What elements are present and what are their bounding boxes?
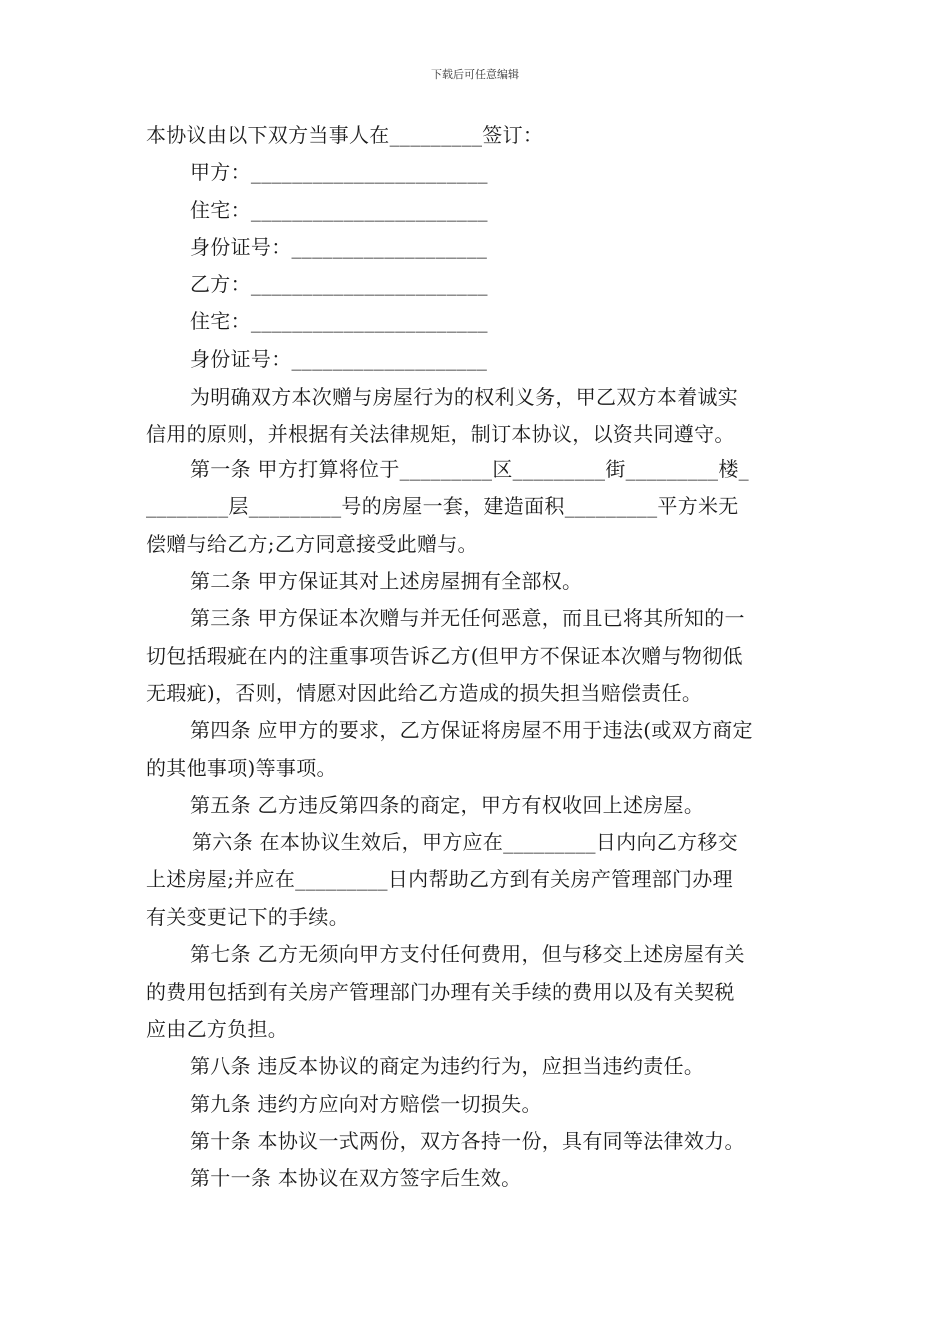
- article-4-line-1: 第四条 应甲方的要求，乙方保证将房屋不用于违法(或双方商定: [190, 718, 753, 742]
- article-9-line: 第九条 违约方应向对方赔偿一切损失。: [190, 1092, 542, 1116]
- party-a-line: 甲方：_______________________: [190, 160, 488, 184]
- page-header: 下载后可任意编辑: [431, 68, 519, 81]
- article-11-line: 第十一条 本协议在双方签字后生效。: [190, 1166, 522, 1190]
- article-3-line-1: 第三条 甲方保证本次赠与并无任何恶意，而且已将其所知的一: [190, 606, 745, 630]
- article-6-line-3: 有关变更记下的手续。: [146, 905, 349, 929]
- party-b-address-line: 住宅：_______________________: [190, 309, 488, 333]
- article-8-line: 第八条 违反本协议的商定为违约行为，应担当违约责任。: [190, 1054, 705, 1078]
- preamble-line-1: 为明确双方本次赠与房屋行为的权利义务，甲乙双方本着诚实: [190, 385, 739, 409]
- article-10-line: 第十条 本协议一式两份，双方各持一份，具有同等法律效力。: [190, 1129, 745, 1153]
- party-b-id-line: 身份证号：___________________: [190, 347, 488, 371]
- preamble-line-2: 信用的原则，并根据有关法律规矩，制订本协议，以资共同遵守。: [146, 422, 735, 446]
- party-a-id-line: 身份证号：___________________: [190, 235, 488, 259]
- intro-line: 本协议由以下双方当事人在_________签订：: [146, 123, 544, 147]
- article-3-line-2: 切包括瑕疵在内的注重事项告诉乙方(但甲方不保证本次赠与物彻低: [146, 644, 743, 668]
- article-7-line-1: 第七条 乙方无须向甲方支付任何费用，但与移交上述房屋有关: [190, 942, 745, 966]
- party-b-line: 乙方：_______________________: [190, 272, 488, 296]
- article-1-line-2: ________层_________号的房屋一套，建造面积_________平方米无: [146, 494, 739, 518]
- party-a-address-line: 住宅：_______________________: [190, 198, 488, 222]
- article-1-line-3: 偿赠与给乙方;乙方同意接受此赠与。: [146, 532, 478, 556]
- article-1-line-1: 第一条 甲方打算将位于_________区_________街_________楼_: [190, 457, 749, 481]
- article-2-line: 第二条 甲方保证其对上述房屋拥有全部权。: [190, 569, 583, 593]
- article-6-line-1: 第六条 在本协议生效后，甲方应在_________日内向乙方移交: [192, 830, 738, 854]
- article-7-line-2: 的费用包括到有关房产管理部门办理有关手续的费用以及有关契税: [146, 980, 735, 1004]
- article-4-line-2: 的其他事项)等事项。: [146, 756, 337, 780]
- article-5-line: 第五条 乙方违反第四条的商定，甲方有权收回上述房屋。: [190, 793, 705, 817]
- article-7-line-3: 应由乙方负担。: [146, 1017, 289, 1041]
- article-6-line-2: 上述房屋;并应在_________日内帮助乙方到有关房产管理部门办理: [146, 867, 733, 891]
- article-3-line-3: 无瑕疵)，否则，情愿对因此给乙方造成的损失担当赔偿责任。: [146, 681, 703, 705]
